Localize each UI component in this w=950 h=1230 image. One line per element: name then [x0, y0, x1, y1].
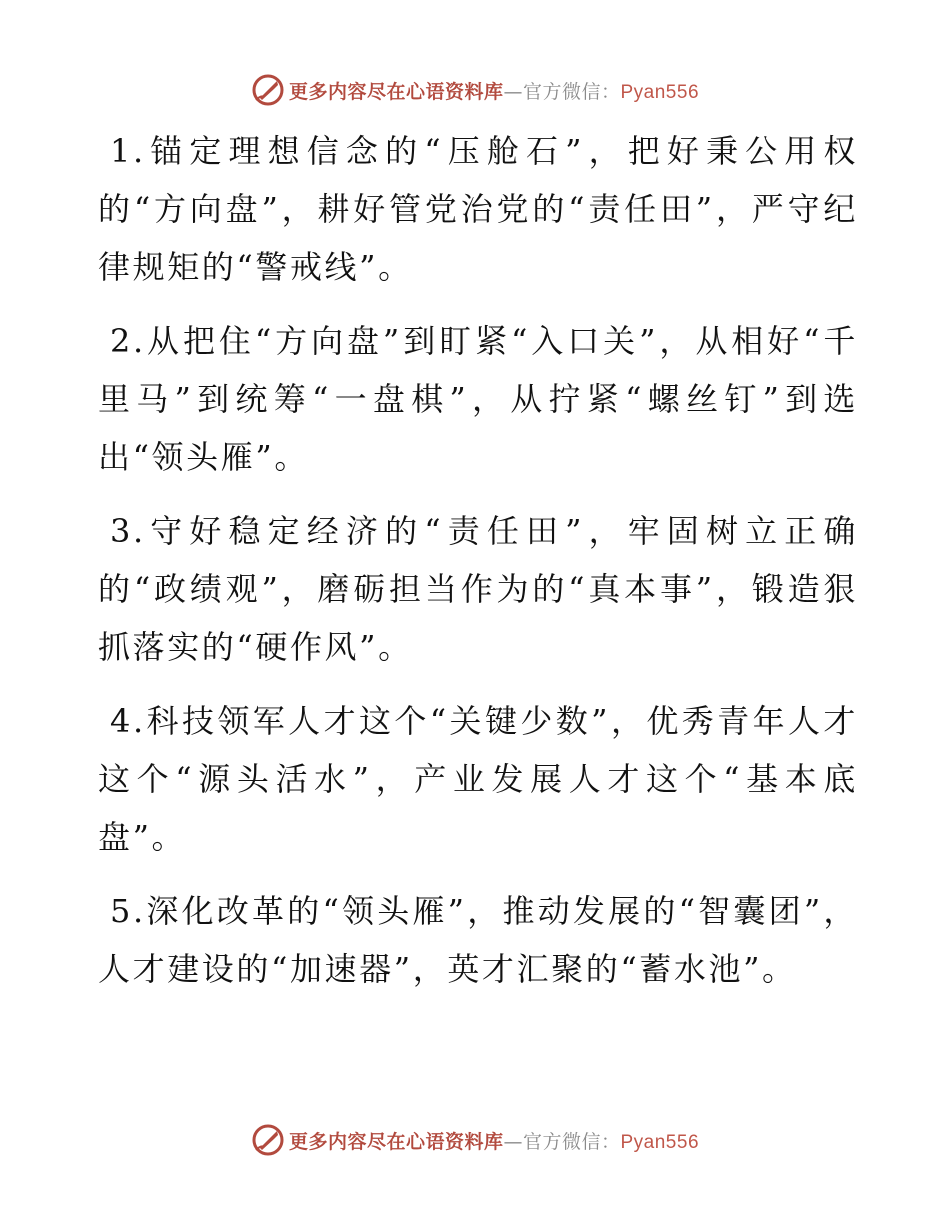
- banner-title: 更多内容尽在心语资料库: [288, 80, 504, 103]
- footer-banner: [0, 1120, 950, 1160]
- list-item: 4.科技领军人才这个“关键少数”，优秀青年人才这个“源头活水”，产业发展人才这个“基本底盘”。: [98, 702, 858, 856]
- document-body: [98, 122, 858, 1014]
- banner-separator: —: [503, 1130, 523, 1153]
- header-banner: [0, 70, 950, 110]
- banner-separator: —: [503, 80, 523, 103]
- banner-wechat-label: 官方微信：: [522, 1130, 621, 1153]
- list-item: 5.深化改革的“领头雁”，推动发展的“智囊团”，人才建设的“加速器”，英才汇聚的“蓄水池”。: [98, 892, 858, 988]
- pen-logo-icon: [251, 73, 285, 107]
- banner-wechat-id: Pyan556: [620, 1131, 700, 1153]
- pen-logo-icon: [251, 1123, 285, 1157]
- banner-wechat-label: 官方微信：: [522, 80, 621, 103]
- list-item: 3.守好稳定经济的“责任田”，牢固树立正确的“政绩观”，磨砺担当作为的“真本事”，锻造狠抓落实的“硬作风”。: [98, 512, 858, 666]
- list-item: 1.锚定理想信念的“压舱石”，把好秉公用权的“方向盘”，耕好管党治党的“责任田”，严守纪律规矩的“警戒线”。: [98, 132, 858, 286]
- banner-wechat-id: Pyan556: [620, 81, 700, 103]
- banner-title: 更多内容尽在心语资料库: [288, 1130, 504, 1153]
- list-item: 2.从把住“方向盘”到盯紧“入口关”，从相好“千里马”到统筹“一盘棋”，从拧紧“螺丝钉”到选出“领头雁”。: [98, 322, 858, 476]
